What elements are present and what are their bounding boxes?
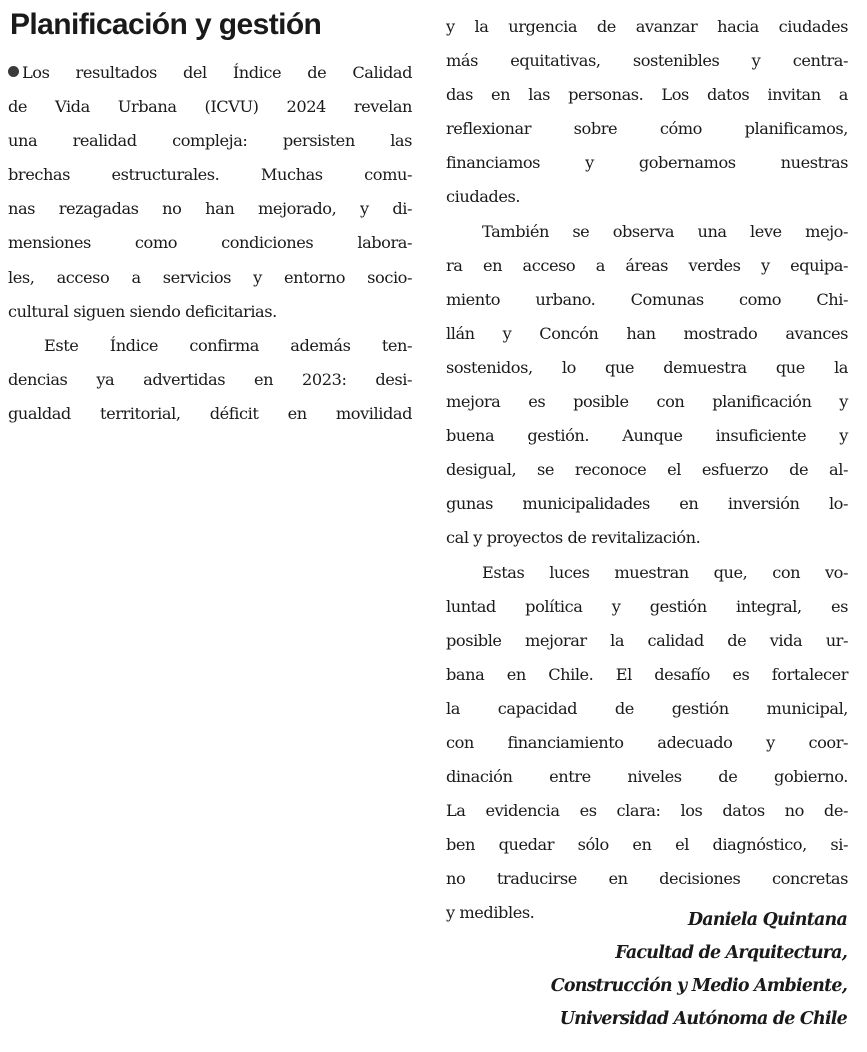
author-affiliation: Facultad de Arquitectura,	[615, 943, 847, 963]
left-column	[8, 56, 412, 431]
paragraph-line: gualdad territorial, déficit en movilidad	[8, 403, 412, 423]
paragraph-line: no traducirse en decisiones concretas	[446, 869, 848, 889]
author-signature	[551, 904, 847, 1036]
paragraph-line: cal y proyectos de revitalización.	[446, 528, 701, 548]
paragraph-line: sostenidos, lo que demuestra que la	[446, 357, 848, 377]
article-headline: Planificación y gestión	[10, 8, 322, 41]
paragraph-line: financiamos y gobernamos nuestras	[446, 153, 848, 173]
paragraph-line: y la urgencia de avanzar hacia ciudades	[446, 17, 848, 36]
paragraph-line: y medibles.	[446, 903, 535, 923]
paragraph-line: desigual, se reconoce el esfuerzo de al-	[446, 460, 848, 480]
paragraph-line: La evidencia es clara: los datos no de-	[446, 801, 848, 821]
paragraph-line: dinación entre niveles de gobierno.	[446, 767, 848, 787]
paragraph-line: la capacidad de gestión municipal,	[446, 698, 848, 718]
paragraph-line: llán y Concón han mostrado avances	[446, 323, 848, 343]
paragraph-line: Estas luces muestran que, con vo-	[482, 562, 848, 582]
paragraph-line: También se observa una leve mejo-	[482, 221, 848, 241]
paragraph-line: mejora es posible con planificación y	[446, 392, 848, 412]
paragraph-line: les, acceso a servicios y entorno socio-	[8, 267, 412, 287]
author-affiliation: Universidad Autónoma de Chile	[559, 1009, 847, 1029]
paragraph-line: nas rezagadas no han mejorado, y di-	[8, 199, 412, 219]
paragraph-line: con financiamiento adecuado y coor-	[446, 732, 848, 752]
paragraph-line: reflexionar sobre cómo planificamos,	[446, 119, 848, 139]
paragraph-line: miento urbano. Comunas como Chi-	[446, 289, 848, 309]
paragraph-line: Los resultados del Índice de Calidad	[8, 56, 412, 90]
paragraph-line: bana en Chile. El desafío es fortalecer	[446, 664, 848, 684]
paragraph-line: buena gestión. Aunque insuficiente y	[446, 426, 848, 446]
paragraph-line: de Vida Urbana (ICVU) 2024 revelan	[8, 97, 412, 117]
paragraph-line: gunas municipalidades en inversión lo-	[446, 494, 848, 514]
paragraph-line: dencias ya advertidas en 2023: desi-	[8, 369, 412, 389]
bullet-icon	[8, 66, 19, 77]
author-name: Daniela Quintana	[687, 910, 847, 930]
paragraph-line: Este Índice confirma además ten-	[44, 335, 412, 355]
paragraph-line: más equitativas, sostenibles y centra-	[446, 51, 848, 71]
paragraph-line: luntad política y gestión integral, es	[446, 596, 848, 616]
paragraph-line: ra en acceso a áreas verdes y equipa-	[446, 255, 848, 275]
paragraph-line: una realidad compleja: persisten las	[8, 131, 412, 151]
paragraph-line: das en las personas. Los datos invitan a	[446, 85, 848, 105]
author-affiliation: Construcción y Medio Ambiente,	[550, 976, 847, 996]
paragraph-line: ciudades.	[446, 187, 521, 207]
paragraph-line: cultural siguen siendo deficitarias.	[8, 301, 277, 321]
right-column	[446, 10, 848, 931]
paragraph-line: ben quedar sólo en el diagnóstico, si-	[446, 835, 848, 855]
paragraph-line: brechas estructurales. Muchas comu-	[8, 165, 412, 185]
paragraph-line: posible mejorar la calidad de vida ur-	[446, 630, 848, 650]
paragraph-line: mensiones como condiciones labora-	[8, 233, 412, 253]
